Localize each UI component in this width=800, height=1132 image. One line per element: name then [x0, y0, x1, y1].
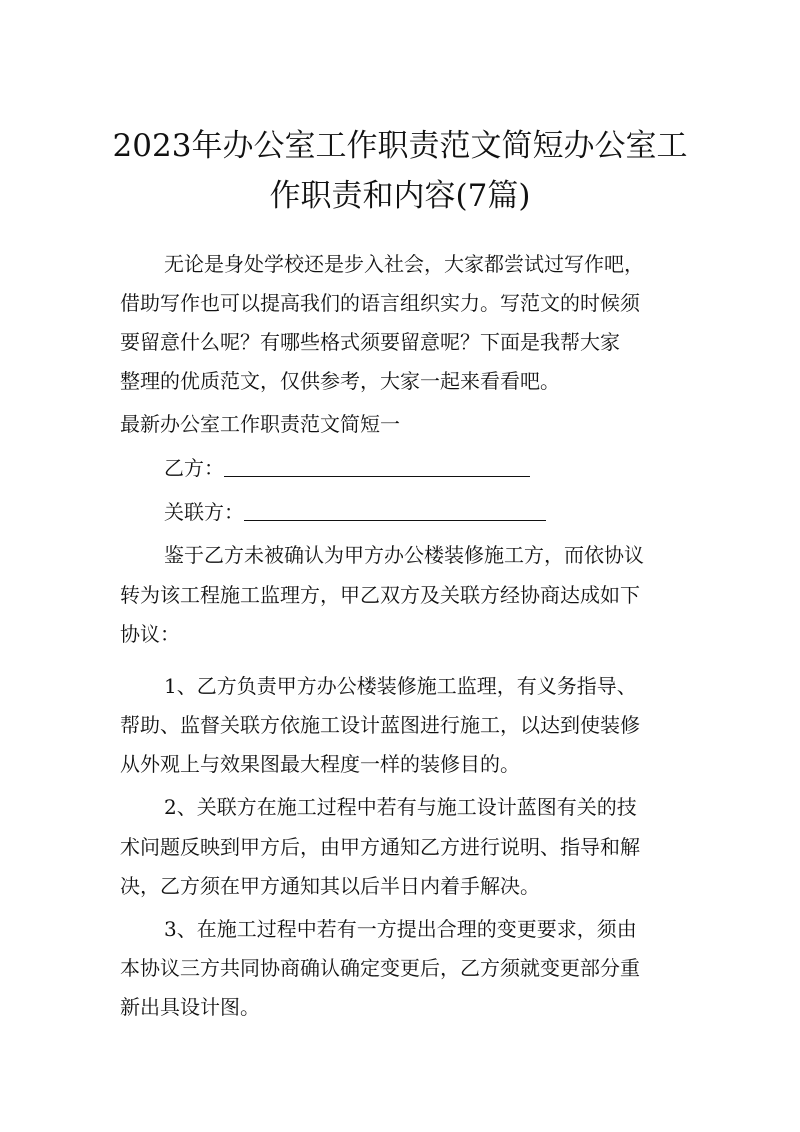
related-party-label: 关联方： — [164, 500, 244, 524]
section-heading: 最新办公室工作职责范文简短一 — [120, 412, 400, 436]
party-b-blank — [224, 458, 530, 477]
clause-1-line-3: 从外观上与效果图最大程度一样的装修目的。 — [120, 752, 520, 776]
clause-2-line-2: 术问题反映到甲方后，由甲方通知乙方进行说明、指导和解 — [120, 835, 640, 859]
clause-3-line-1: 3、在施工过程中若有一方提出合理的变更要求，须由 — [164, 917, 637, 941]
clause-2-line-3: 决，乙方须在甲方通知其以后半日内着手解决。 — [120, 874, 540, 898]
intro-line-4: 整理的优质范文，仅供参考，大家一起来看看吧。 — [120, 369, 560, 393]
intro-line-2: 借助写作也可以提高我们的语言组织实力。写范文的时候须 — [120, 291, 640, 315]
document-title-line-2: 作职责和内容(7篇) — [269, 178, 531, 214]
related-party-line — [164, 500, 546, 524]
clause-1-line-2: 帮助、监督关联方依施工设计蓝图进行施工，以达到使装修 — [120, 713, 640, 737]
preamble-line-1: 鉴于乙方未被确认为甲方办公楼装修施工方，而依协议 — [164, 543, 644, 567]
clause-3-line-2: 本协议三方共同协商确认确定变更后，乙方须就变更部分重 — [120, 956, 640, 980]
intro-line-1: 无论是身处学校还是步入社会，大家都尝试过写作吧， — [164, 252, 644, 276]
related-party-blank — [244, 502, 546, 521]
clause-3-line-3: 新出具设计图。 — [120, 995, 260, 1019]
party-b-label: 乙方： — [164, 456, 224, 480]
document-body — [120, 0, 700, 1132]
clause-2-line-1: 2、关联方在施工过程中若有与施工设计蓝图有关的技 — [164, 795, 637, 819]
clause-1-line-1: 1、乙方负责甲方办公楼装修施工监理，有义务指导、 — [164, 674, 637, 698]
document-title-line-1: 2023年办公室工作职责范文简短办公室工 — [112, 128, 688, 164]
intro-line-3: 要留意什么呢？有哪些格式须要留意呢？下面是我帮大家 — [120, 330, 620, 354]
preamble-line-3: 协议： — [120, 622, 180, 646]
party-b-line — [164, 456, 530, 480]
preamble-line-2: 转为该工程施工监理方，甲乙双方及关联方经协商达成如下 — [120, 583, 640, 607]
